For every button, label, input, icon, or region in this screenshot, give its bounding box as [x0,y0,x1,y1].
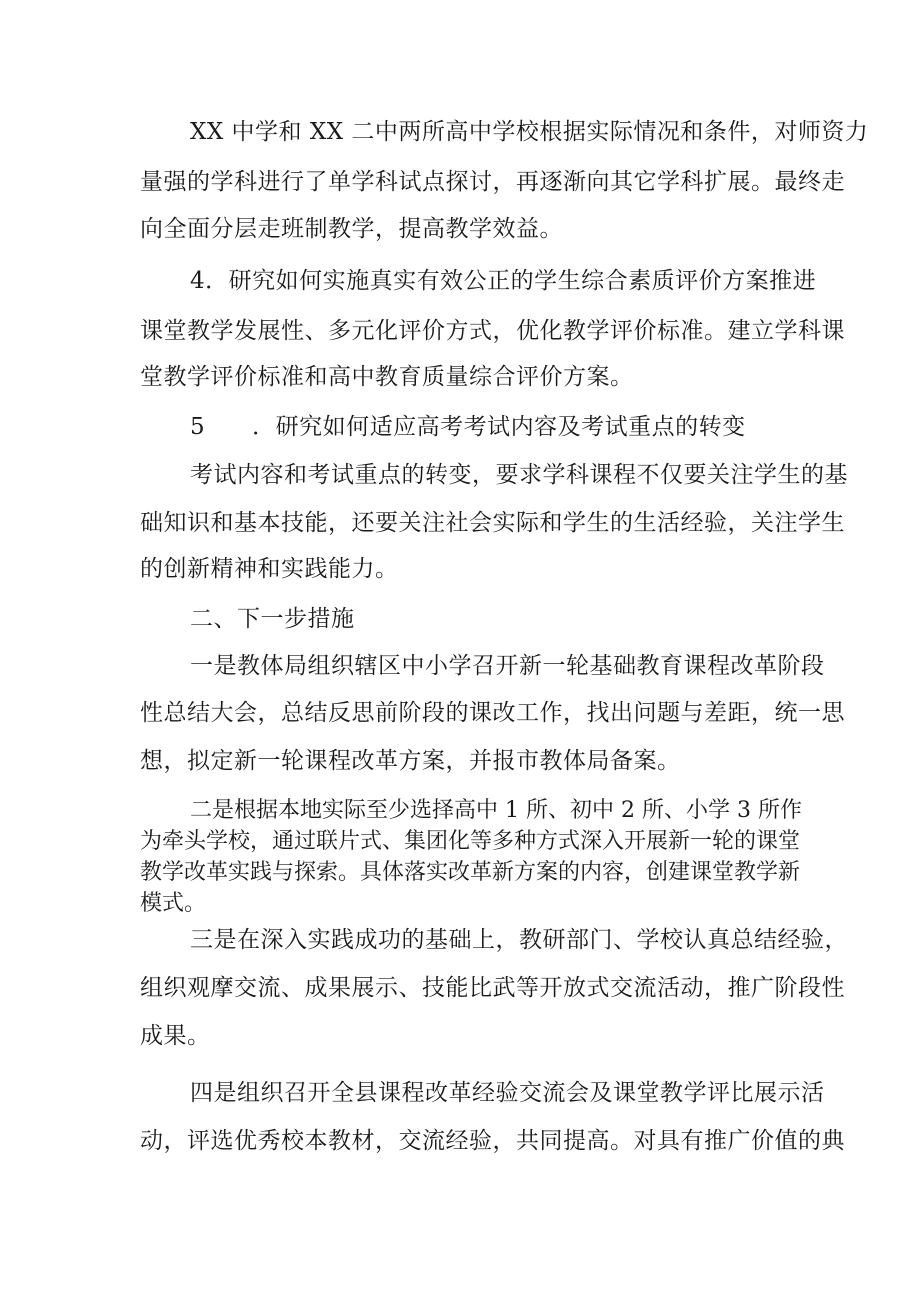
numbered-heading: 5 ．研究如何适应高考考试内容及考试重点的转变 [190,414,746,440]
body-text-line: 课堂教学发展性、多元化评价方式，优化教学评价标准。建立学科课 [140,318,845,344]
body-text-line: 教学改革实践与探索。具体落实改革新方案的内容，创建课堂教学新 [140,860,801,885]
section-heading: 二、下一步措施 [190,606,355,632]
body-text-line: 动，评选优秀校本教材，交流经验，共同提高。对具有推广价值的典 [140,1128,845,1154]
body-text-line: XX 中学和 XX 二中两所高中学校根据实际情况和条件，对师资力 [190,119,869,145]
body-text-line: 成果。 [140,1023,211,1049]
body-text-line: 模式。 [140,891,207,916]
body-text-line: 4．研究如何实施真实有效公正的学生综合素质评价方案推进 [190,268,817,294]
body-text-line: 四是组织召开全县课程改革经验交流会及课堂教学评比展示活 [190,1080,825,1106]
body-text-line: 的创新精神和实践能力。 [140,556,399,582]
body-text-line: 二是根据本地实际至少选择高中 1 所、初中 2 所、小学 3 所作 [190,798,802,823]
body-text-line: 性总结大会，总结反思前阶段的课改工作，找出问题与差距，统一思 [140,700,845,726]
body-text-line: 础知识和基本技能，还要关注社会实际和学生的生活经验，关注学生 [140,510,845,536]
body-text-line: 组织观摩交流、成果展示、技能比武等开放式交流活动，推广阶段性 [140,975,845,1001]
body-text-line: 一是教体局组织辖区中小学召开新一轮基础教育课程改革阶段 [190,653,825,679]
body-text-line: 堂教学评价标准和高中教育质量综合评价方案。 [140,364,634,390]
body-text-line: 为牵头学校，通过联片式、集团化等多种方式深入开展新一轮的课堂 [140,829,801,854]
body-text-line: 三是在深入实践成功的基础上，教研部门、学校认真总结经验， [190,927,848,953]
body-text-line: 量强的学科进行了单学科试点探讨，再逐渐向其它学科扩展。最终走 [140,169,845,195]
body-text-line: 想，拟定新一轮课程改革方案，并报市教体局备案。 [140,748,681,774]
body-text-line: 考试内容和考试重点的转变，要求学科课程不仅要关注学生的基 [190,462,848,488]
body-text-line: 向全面分层走班制教学，提高教学效益。 [140,216,563,242]
